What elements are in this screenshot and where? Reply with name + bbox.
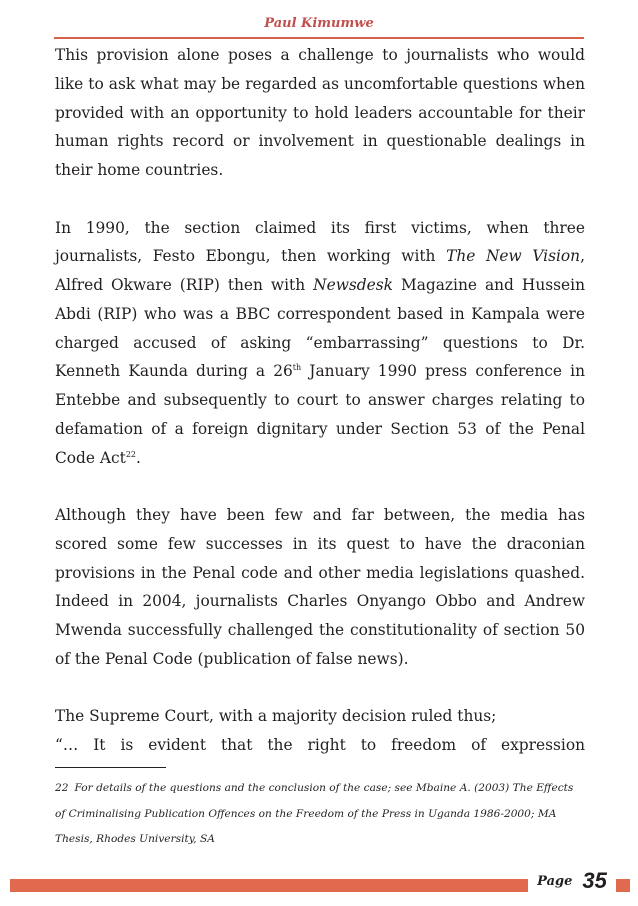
footnote: [55, 776, 585, 853]
running-head-author: Paul Kimumwe: [264, 16, 374, 31]
footnote-text: For details of the questions and the conclusion of the case; see Mbaine A. (2003) The Effects of Criminalising Publication Offences on the Freedom of the Press in Uganda 1986-2000; MA Thesis, Rhodes University, SA: [55, 782, 574, 845]
paragraph-4-line-1: The Supreme Court, with a majority decision ruled thus;: [55, 707, 497, 726]
paragraph-2-text-3: Magazine and Hussein Abdi (RIP) who was a BBC correspondent based in Kampala were charged accused of asking “embarrassing” questions to Dr. Kenneth Kaunda during a 26: [55, 276, 585, 381]
paragraph-1: This provision alone poses a challenge to journalists who would like to ask what may be regarded as uncomfortable questions when provided with an opportunity to hold leaders accountable for their human rights record or involvement in questionable dealings in their home countries.: [55, 46, 585, 179]
page-number-box: [528, 866, 616, 896]
paragraph-4: [55, 702, 585, 731]
body-text: [55, 41, 585, 760]
page-label: Page: [537, 873, 573, 889]
header-rule: [54, 37, 584, 39]
paragraph-2: [55, 214, 585, 473]
footnote-rule: [55, 767, 166, 768]
paragraph-2-text-2: , Alfred Okware (RIP) then with: [55, 247, 585, 294]
publication-title-new-vision: The New Vision: [446, 247, 581, 266]
footnote-number: 22: [55, 782, 69, 794]
footnote-reference: 22: [125, 449, 137, 459]
ordinal-superscript: th: [292, 363, 302, 373]
page-number: 35: [582, 868, 607, 893]
paragraph-2-text-5: .: [136, 448, 141, 467]
paragraph-3: Although they have been few and far between, the media has scored some few successes in its quest to have the draconian provisions in the Penal code and other media legislations quashed. Indeed in 2004, journalists Charles Onyango Obbo and Andrew Mwenda successfully challenged the constitutionality of section 50 of the Penal Code (publication of false news).: [55, 506, 585, 668]
publication-title-newsdesk: Newsdesk: [313, 276, 393, 294]
paragraph-4-quote-start: “… It is evident that the right to freedom of expression: [55, 736, 585, 754]
paragraph-2-text-4: January 1990 press conference in Entebbe and subsequently to court to answer charges relating to defamation of a foreign dignitary under Section 53 of the Penal Code Act: [55, 362, 585, 467]
paragraph-2-text-1: In 1990, the section claimed its first victims, when three journalists, Festo Ebongu, then working with: [55, 218, 585, 266]
